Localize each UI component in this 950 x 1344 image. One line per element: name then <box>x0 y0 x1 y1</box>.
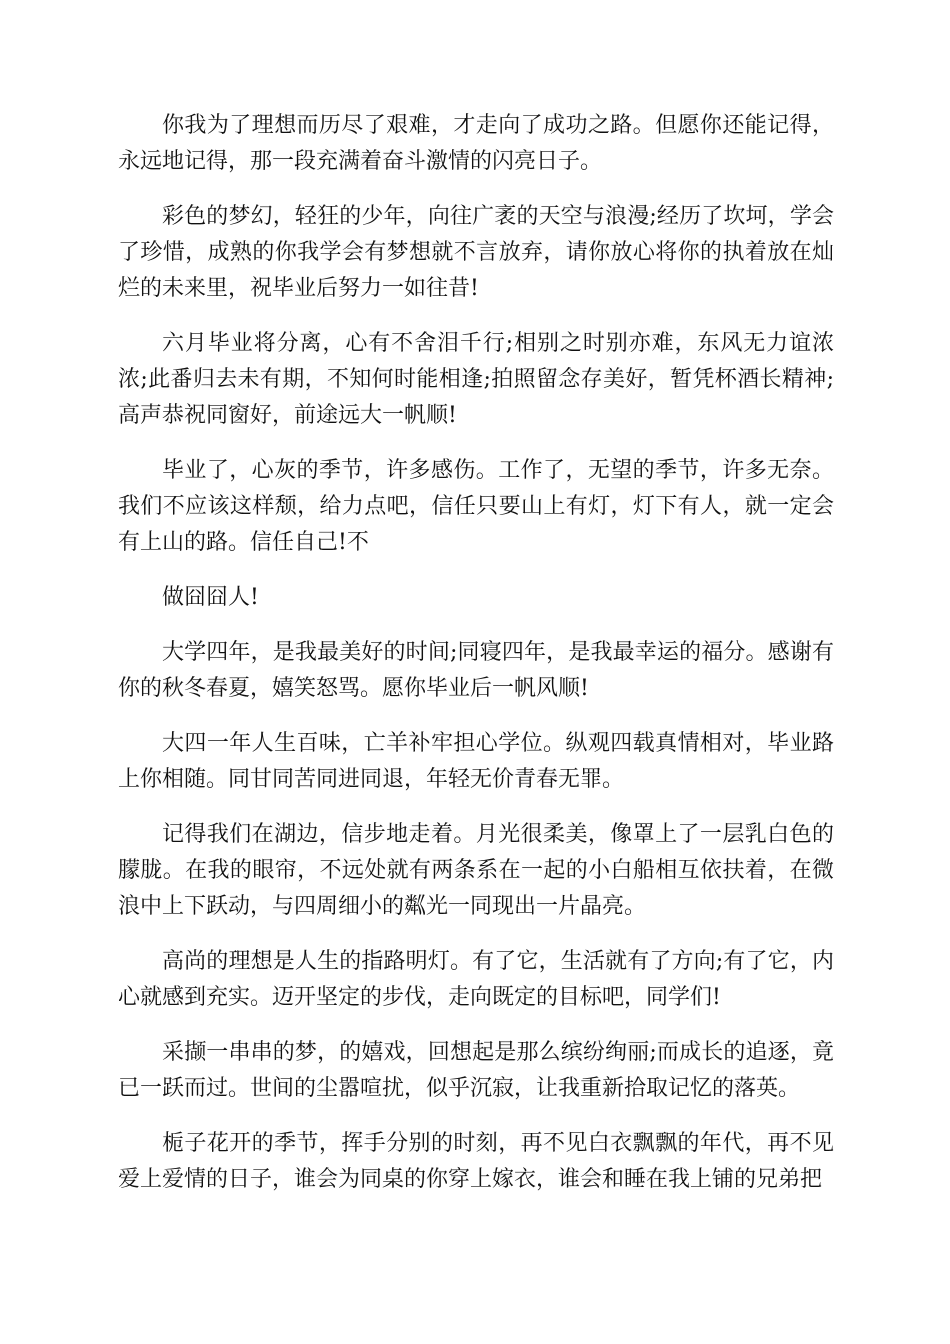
paragraph-1: 你我为了理想而历尽了艰难，才走向了成功之路。但愿你还能记得，永远地记得，那一段充满着奋斗激情的闪亮日子。 <box>118 113 834 174</box>
paragraph-3: 六月毕业将分离，心有不舍泪千行;相别之时别亦难，东风无力谊浓浓;此番归去未有期，不知何时能相逢;拍照留念存美好，暂凭杯酒长精神;高声恭祝同窗好，前途远大一帆顺! <box>118 331 834 428</box>
paragraph-4: 毕业了，心灰的季节，许多感伤。工作了，无望的季节，许多无奈。我们不应该这样颓，给力点吧，信任只要山上有灯，灯下有人，就一定会有上山的路。信任自己!不 <box>118 458 834 555</box>
paragraph-8: 记得我们在湖边，信步地走着。月光很柔美，像罩上了一层乳白色的朦胧。在我的眼帘，不远处就有两条系在一起的小白船相互依扶着，在微浪中上下跃动，与四周细小的粼光一同现出一片晶亮。 <box>118 822 834 919</box>
paragraph-5: 做囧囧人! <box>162 585 259 610</box>
paragraph-6: 大学四年，是我最美好的时间;同寝四年，是我最幸运的福分。感谢有你的秋冬春夏，嬉笑怒骂。愿你毕业后一帆风顺! <box>118 640 834 701</box>
paragraph-11: 栀子花开的季节，挥手分别的时刻，再不见白衣飘飘的年代，再不见爱上爱情的日子，谁会为同桌的你穿上嫁衣，谁会和睡在我上铺的兄弟把 <box>118 1131 834 1192</box>
paragraph-7: 大四一年人生百味，亡羊补牢担心学位。纵观四载真情相对，毕业路上你相随。同甘同苦同进同退，年轻无价青春无罪。 <box>118 731 834 792</box>
paragraph-9: 高尚的理想是人生的指路明灯。有了它，生活就有了方向;有了它，内心就感到充实。迈开坚定的步伐，走向既定的目标吧，同学们! <box>118 949 834 1010</box>
paragraph-2: 彩色的梦幻，轻狂的少年，向往广袤的天空与浪漫;经历了坎坷，学会了珍惜，成熟的你我学会有梦想就不言放弃，请你放心将你的执着放在灿烂的未来里，祝毕业后努力一如往昔! <box>118 204 834 301</box>
paragraph-10: 采撷一串串的梦，的嬉戏，回想起是那么缤纷绚丽;而成长的追逐，竟已一跃而过。世间的尘嚣喧扰，似乎沉寂，让我重新拾取记忆的落英。 <box>118 1040 834 1101</box>
document-body <box>118 108 834 1217</box>
